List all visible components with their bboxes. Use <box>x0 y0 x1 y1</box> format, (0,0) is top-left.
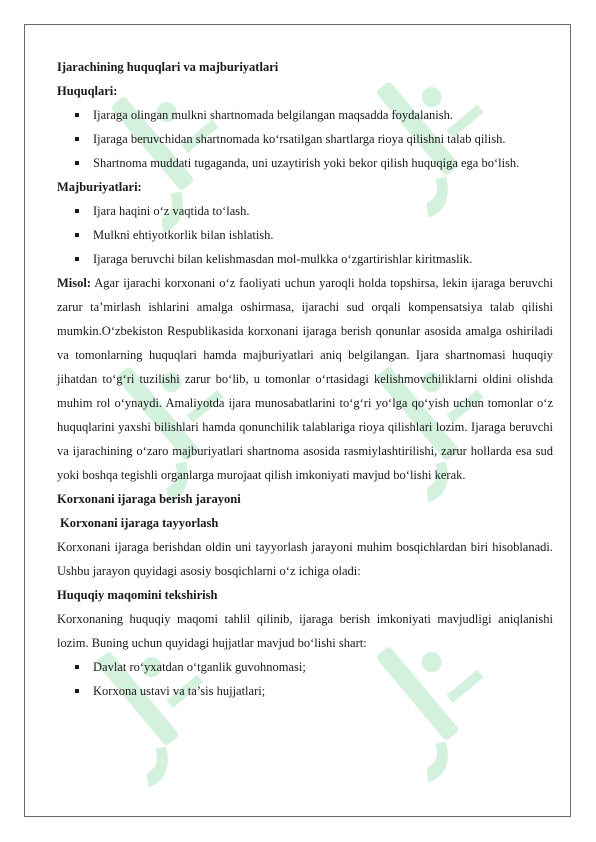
prep-paragraph: Korxonani ijaraga berishdan oldin uni tayyorlash jarayoni muhim bosqichlardan biri hisoblanadi. Ushbu jarayon quyidagi asosiy bosqichlarni o‘z ichiga oladi: <box>57 540 553 578</box>
example-label: Misol: <box>57 276 92 290</box>
list-item: Mulkni ehtiyotkorlik bilan ishlatish. <box>57 223 553 247</box>
list-item: Ijaraga beruvchi bilan kelishmasdan mol-mulkka o‘zgartirishlar kiritmaslik. <box>57 247 553 271</box>
list-item: Shartnoma muddati tugaganda, uni uzaytirish yoki bekor qilish huquqiga ega bo‘lish. <box>57 151 553 175</box>
rights-heading: Huquqlari: <box>57 84 118 98</box>
legal-heading: Huquqiy maqomini tekshirish <box>57 588 218 602</box>
legal-paragraph: Korxonaning huquqiy maqomi tahlil qilinib, ijaraga berish imkoniyati mavjudligi aniqlanishi lozim. Buning uchun quyidagi hujjatlar mavjud bo‘lishi shart: <box>57 612 553 650</box>
example-paragraph <box>57 271 553 487</box>
document-title: Ijarachining huquqlari va majburiyatlari <box>57 60 279 74</box>
document-body <box>57 55 553 703</box>
duties-heading: Majburiyatlari: <box>57 180 142 194</box>
list-item: Davlat ro‘yxatdan o‘tganlik guvohnomasi; <box>57 655 553 679</box>
rights-list <box>57 103 553 175</box>
list-item: Korxona ustavi va ta’sis hujjatlari; <box>57 679 553 703</box>
list-item: Ijaraga olingan mulkni shartnomada belgilangan maqsadda foydalanish. <box>57 103 553 127</box>
duties-list <box>57 199 553 271</box>
section-heading: Korxonani ijaraga berish jarayoni <box>57 492 241 506</box>
list-item: Ijaraga beruvchidan shartnomada ko‘rsatilgan shartlarga rioya qilishni talab qilish. <box>57 127 553 151</box>
example-text: Agar ijarachi korxonani o‘z faoliyati uchun yaroqli holda topshirsa, lekin ijaraga beruvchi zarur ta’mirlash ishlarini amalga oshirmasa, ijarachi sud orqali kompensatsiya talab qilishi mumkin.O‘zbekiston Respublikasida korxonani ijaraga berish qonunlar asosida amalga oshiriladi va tomonlarning huquqlari hamda majburiyatlari aniq belgilangan. Ijara shartnomasi huquqiy jihatdan to‘g‘ri tuzilishi zarur bo‘lib, u tomonlar o‘rtasidagi kelishmovchiliklarni oldini olishda muhim rol o‘ynaydi. Amaliyotda ijara munosabatlarini to‘g‘ri yo‘lga qo‘yish uchun tomonlar o‘z huquqlarini yaxshi bilishlari hamda qonunchilik talablariga rioya qilishlari lozim. Ijaraga beruvchi va ijarachining o‘zaro majburiyatlari shartnoma asosida rasmiylashtirilishi, zarur hollarda esa sud yoki boshqa tegishli organlarga murojaat qilish imkoniyati mavjud bo‘lishi kerak. <box>57 276 553 482</box>
documents-list <box>57 655 553 703</box>
list-item: Ijara haqini o‘z vaqtida to‘lash. <box>57 199 553 223</box>
subsection-heading: Korxonani ijaraga tayyorlash <box>60 516 219 530</box>
